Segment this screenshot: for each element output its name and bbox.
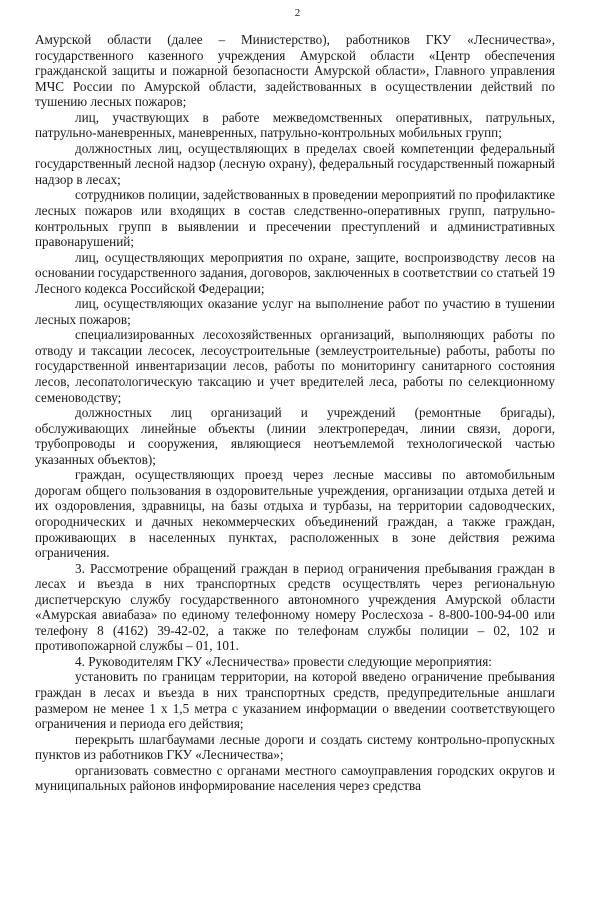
paragraph-list-item: должностных лиц, осуществляющих в пределах своей компетенции федеральный государственный лесной надзор (лесную охрану), федеральный государственный пожарный надзор в лесах; — [35, 140, 555, 187]
paragraph-list-item: должностных лиц организаций и учреждений (ремонтные бригады), обслуживающих линейные объекты (линии электропередач, линии связи, дороги, трубопроводы и сооружения, являющиеся неотъемлемой технологической частью указанных объектов); — [35, 405, 555, 467]
paragraph-section-4: 4. Руководителям ГКУ «Лесничества» провести следующие мероприятия: — [75, 653, 492, 669]
paragraph-list-item: перекрыть шлагбаумами лесные дороги и создать систему контрольно-пропускных пунктов из работников ГКУ «Лесничества»; — [35, 731, 555, 763]
paragraph-continuation: Амурской области (далее – Министерство), работников ГКУ «Лесничества», государственного казенного учреждения Амурской области «Центр обеспечения гражданской защиты и пожарной безопасности Амурской области», Главного управления МЧС России по Амурской области, задействованных в осуществлении действий по тушению лесных пожаров; — [35, 32, 555, 110]
paragraph-list-item: граждан, осуществляющих проезд через лесные массивы по автомобильным дорогам общего пользования в оздоровительные учреждения, организации отдыха детей и их оздоровления, здравницы, на базы отдыха и турбазы, на территории садоводческих, огороднических и дачных некоммерческих объединений граждан, а также граждан, проживающих в населенных пунктах, расположенных в зоне действия режима ограничения. — [35, 467, 555, 561]
paragraph-section-3: 3. Рассмотрение обращений граждан в период ограничения пребывания граждан в лесах и въезда в них транспортных средств осуществлять через региональную диспетчерскую службу государственного автономного учреждения Амурской области «Амурская авиабаза» по единому телефонному номеру Рослесхоза - 8-800-100-94-00 или телефону 8 (4162) 39-42-02, а также по телефонам службы полиции – 02, 102 и противопожарной службы – 01, 101. — [35, 560, 555, 654]
paragraph-list-item: организовать совместно с органами местного самоуправления городских округов и муниципальных районов информирование населения через средства — [35, 762, 555, 794]
paragraph-list-item: установить по границам территории, на которой введено ограничение пребывания граждан в лесах и въезда в них транспортных средств, предупредительные аншлаги размером не менее 1 х 1,5 метра с указанием информации о введении соответствующего ограничения и периода его действия; — [35, 669, 555, 732]
paragraph-list-item: специализированных лесохозяйственных организаций, выполняющих работы по отводу и таксации лесосек, лесоустроительные (землеустроительные) работы, работы по государственной инвентаризации лесов, работы по мониторингу санитарного состояния лесов, лесопатологическую таксацию и учет вредителей леса, работы по селекционному семеноводству; — [35, 327, 555, 405]
page-number: 2 — [294, 7, 301, 19]
document-body — [35, 32, 555, 794]
paragraph-list-item: лиц, осуществляющих оказание услуг на выполнение работ по участию в тушении лесных пожаров; — [35, 296, 555, 327]
paragraph-list-item: лиц, осуществляющих мероприятия по охране, защите, воспроизводству лесов на основании государственного задания, договоров, заключенных в соответствии со статьей 19 Лесного кодекса Российской Федерации; — [35, 249, 555, 296]
paragraph-list-item: сотрудников полиции, задействованных в проведении мероприятий по профилактике лесных пожаров или входящих в состав следственно-оперативных групп, патрульно-контрольных групп в выявлении и пресечении преступлений и административных правонарушений; — [35, 187, 555, 250]
paragraph-list-item: лиц, участвующих в работе межведомственных оперативных, патрульных, патрульно-маневренных, маневренных, патрульно-контрольных мобильных групп; — [35, 109, 555, 141]
